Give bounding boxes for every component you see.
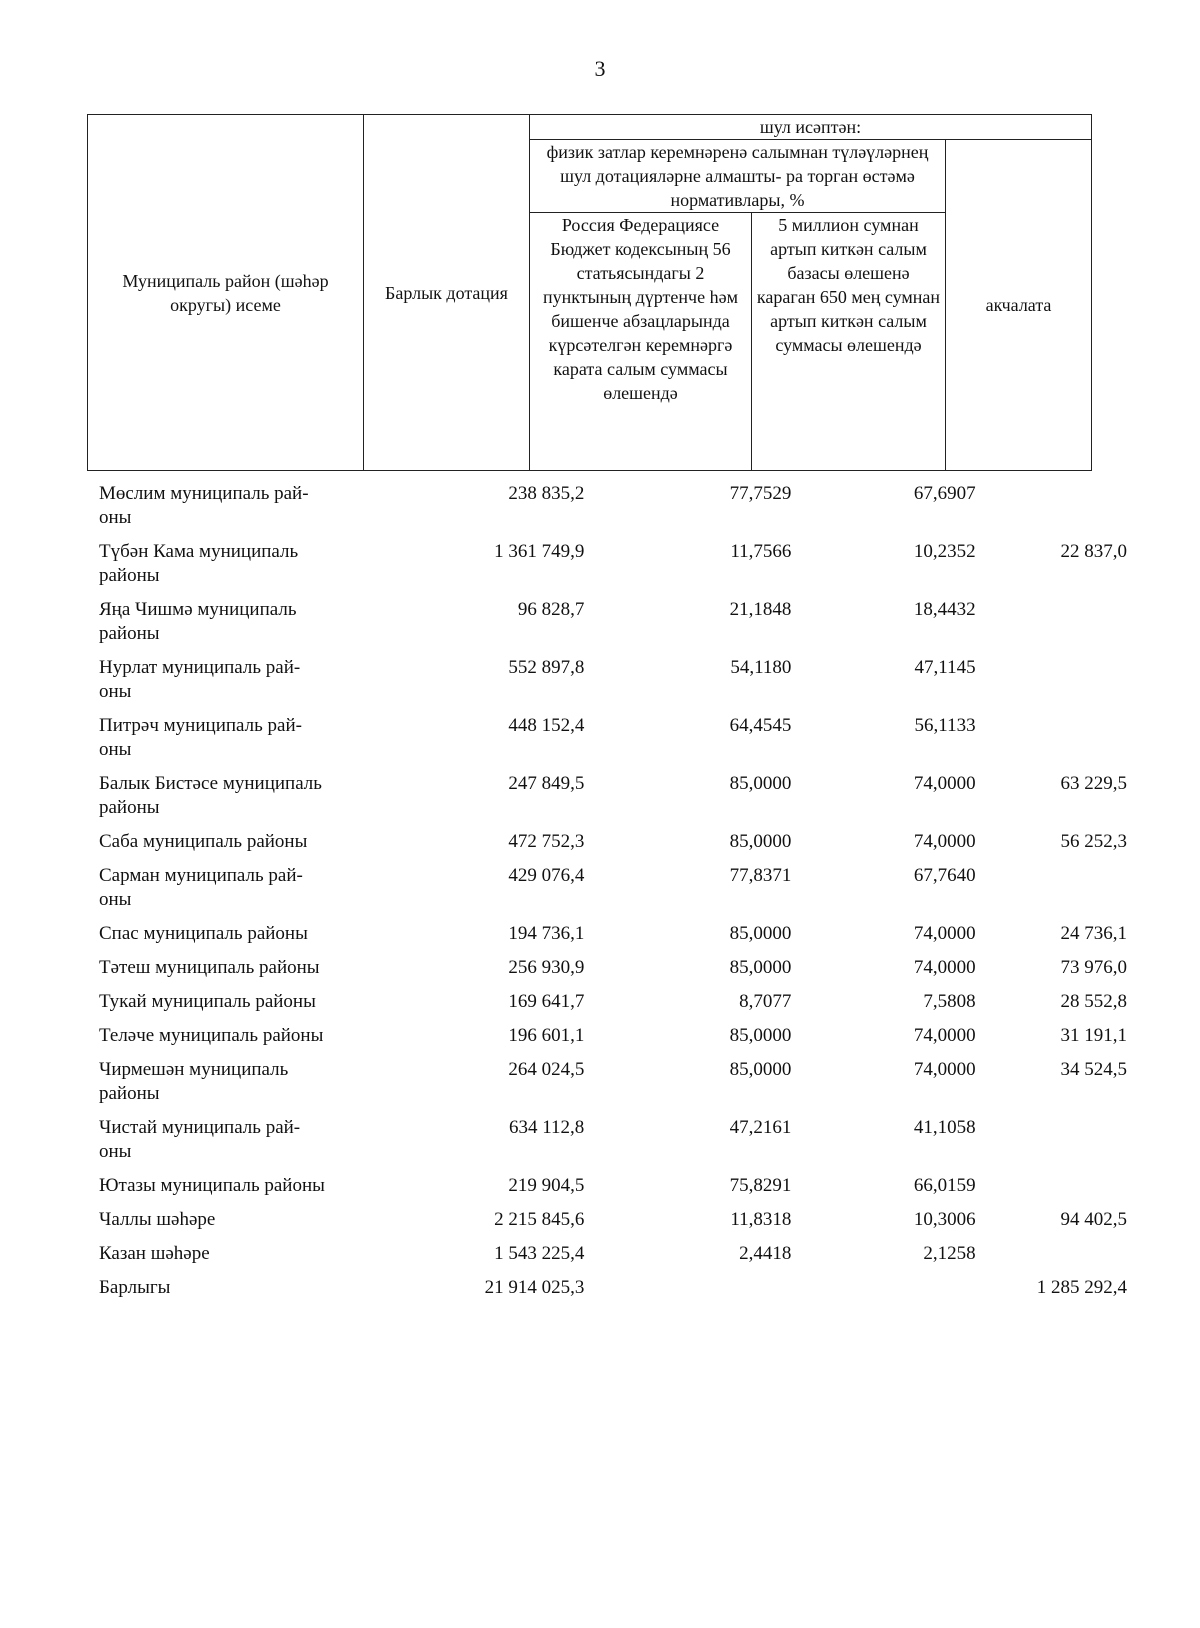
table-row (87, 1242, 1127, 1266)
table-row (87, 714, 1127, 762)
municipality-name-cell: Мөслим муниципаль рай- оны (99, 483, 309, 528)
municipality-name-cell: Теләче муниципаль районы (99, 1025, 324, 1046)
total-subsidy-cell: 2 215 845,6 (494, 1209, 585, 1230)
municipality-name-cell: Спас муниципаль районы (99, 923, 308, 944)
municipality-name-cell: Чистай муниципаль рай- оны (99, 1117, 301, 1162)
table-row (87, 830, 1127, 854)
norm-tax-base-cell (801, 1276, 985, 1300)
norm-tax-base-cell: 74,0000 (913, 957, 976, 978)
norm-tax-base-cell: 18,4432 (913, 599, 976, 620)
header-norm-tax-base: 5 миллион сумнан артып киткән салым базасы өлешенә караган 650 мең сумнан артып киткән салым суммасы өлешендә (752, 213, 946, 471)
norm-budget-code-cell: 85,0000 (729, 957, 792, 978)
table-body (87, 482, 1127, 1310)
cash-cell: 31 191,1 (1060, 1025, 1127, 1046)
norm-tax-base-cell: 66,0159 (913, 1175, 976, 1196)
norm-tax-base-cell: 74,0000 (913, 1059, 976, 1080)
norm-budget-code-cell: 47,2161 (729, 1117, 792, 1138)
municipality-name-cell: Чирмешән муниципаль районы (99, 1059, 289, 1104)
table-row (87, 482, 1127, 530)
norm-tax-base-cell: 67,7640 (913, 865, 976, 886)
table-row (87, 1208, 1127, 1232)
cash-cell: 24 736,1 (1060, 923, 1127, 944)
header-cash: акчалата (946, 140, 1092, 471)
municipality-name-cell: Сарман муниципаль рай- оны (99, 865, 303, 910)
table-row (87, 1024, 1127, 1048)
norm-budget-code-cell: 85,0000 (729, 831, 792, 852)
norm-tax-base-cell: 47,1145 (914, 657, 976, 678)
municipality-name-cell: Казан шәһәре (99, 1243, 210, 1264)
norm-tax-base-cell: 56,1133 (914, 715, 976, 736)
norm-tax-base-cell: 74,0000 (913, 1025, 976, 1046)
norm-budget-code-cell: 75,8291 (729, 1175, 792, 1196)
cash-cell: 73 976,0 (1060, 957, 1127, 978)
cash-cell (986, 482, 1127, 530)
norm-budget-code-cell: 85,0000 (729, 1059, 792, 1080)
norm-tax-base-cell: 2,1258 (923, 1243, 976, 1264)
total-subsidy-cell: 247 849,5 (508, 773, 585, 794)
total-subsidy-cell: 634 112,8 (509, 1117, 585, 1138)
table-row (87, 540, 1127, 588)
table-row (87, 990, 1127, 1014)
norm-tax-base-cell: 67,6907 (913, 483, 976, 504)
header-total-subsidy: Барлык дотация (364, 115, 530, 471)
total-subsidy-cell: 238 835,2 (508, 483, 585, 504)
cash-cell: 94 402,5 (1060, 1209, 1127, 1230)
table-row (87, 656, 1127, 704)
table-header (87, 114, 1092, 471)
cash-cell: 34 524,5 (1060, 1059, 1127, 1080)
municipality-name-cell: Яңа Чишмә муниципаль районы (99, 599, 297, 644)
norm-budget-code-cell: 77,7529 (729, 483, 792, 504)
norm-tax-base-cell: 74,0000 (913, 831, 976, 852)
cash-cell (986, 1116, 1127, 1164)
municipality-name-cell: Балык Бистәсе муниципаль районы (99, 773, 322, 818)
total-subsidy-cell: 429 076,4 (508, 865, 585, 886)
municipality-name-cell: Питрәч муниципаль рай- оны (99, 715, 302, 760)
municipality-name-cell: Барлыгы (99, 1277, 171, 1298)
municipality-name-cell: Ютазы муниципаль районы (99, 1175, 325, 1196)
norm-budget-code-cell: 77,8371 (729, 865, 792, 886)
total-subsidy-cell: 196 601,1 (508, 1025, 585, 1046)
header-additional-norms: физик затлар керемнәренә салымнан түләүләрнең шул дотацияләрне алмашты- ра торган өстәмә нормативлары, % (530, 140, 946, 213)
municipality-name-cell: Саба муниципаль районы (99, 831, 308, 852)
norm-budget-code-cell: 8,7077 (739, 991, 792, 1012)
norm-budget-code-cell: 85,0000 (729, 923, 792, 944)
municipality-name-cell: Нурлат муниципаль рай- оны (99, 657, 301, 702)
cash-cell (986, 598, 1127, 646)
table-row (87, 864, 1127, 912)
total-subsidy-cell: 21 914 025,3 (484, 1277, 585, 1298)
table-row (87, 1174, 1127, 1198)
total-subsidy-cell: 552 897,8 (508, 657, 585, 678)
total-subsidy-cell: 1 543 225,4 (494, 1243, 585, 1264)
norm-budget-code-cell: 54,1180 (730, 657, 792, 678)
table-row (87, 1058, 1127, 1106)
total-subsidy-cell: 1 361 749,9 (494, 541, 585, 562)
cash-cell (986, 864, 1127, 912)
header-norm-budget-code: Россия Федерациясе Бюджет кодексының 56 статьясындагы 2 пунктының дүртенче һәм бишенче абзацларында күрсәтелгән керемнәргә карата салым суммасы өлешендә (530, 213, 752, 471)
municipality-name-cell: Тәтеш муниципаль районы (99, 957, 320, 978)
cash-cell: 63 229,5 (1060, 773, 1127, 794)
norm-tax-base-cell: 74,0000 (913, 773, 976, 794)
norm-tax-base-cell: 41,1058 (913, 1117, 976, 1138)
cash-cell: 22 837,0 (1060, 541, 1127, 562)
municipality-name-cell: Тукай муниципаль районы (99, 991, 316, 1012)
total-subsidy-cell: 169 641,7 (508, 991, 585, 1012)
total-subsidy-cell: 264 024,5 (508, 1059, 585, 1080)
norm-budget-code-cell: 11,8318 (730, 1209, 792, 1230)
total-subsidy-cell: 194 736,1 (508, 923, 585, 944)
municipality-name-cell: Түбән Кама муниципаль районы (99, 541, 299, 586)
cash-cell: 56 252,3 (1060, 831, 1127, 852)
cash-cell: 28 552,8 (1060, 991, 1127, 1012)
norm-budget-code-cell: 64,4545 (729, 715, 792, 736)
norm-tax-base-cell: 10,3006 (913, 1209, 976, 1230)
header-including: шул исәптән: (530, 115, 1092, 140)
table-row (87, 922, 1127, 946)
norm-tax-base-cell: 7,5808 (923, 991, 976, 1012)
total-subsidy-cell: 96 828,7 (517, 599, 585, 620)
total-subsidy-cell: 472 752,3 (508, 831, 585, 852)
norm-budget-code-cell: 2,4418 (739, 1243, 792, 1264)
norm-budget-code-cell: 85,0000 (729, 1025, 792, 1046)
total-subsidy-cell: 256 930,9 (508, 957, 585, 978)
cash-cell (986, 1174, 1127, 1198)
total-subsidy-cell: 448 152,4 (508, 715, 585, 736)
cash-cell (986, 656, 1127, 704)
table-row (87, 1116, 1127, 1164)
norm-budget-code-cell: 11,7566 (730, 541, 792, 562)
norm-budget-code-cell: 21,1848 (729, 599, 792, 620)
total-subsidy-cell: 219 904,5 (508, 1175, 585, 1196)
table-row (87, 598, 1127, 646)
table-row (87, 1276, 1127, 1300)
header-municipality-name: Муниципаль район (шәһәр округы) исеме (88, 115, 364, 471)
cash-cell (986, 1242, 1127, 1266)
cash-cell (986, 714, 1127, 762)
norm-tax-base-cell: 10,2352 (913, 541, 976, 562)
page-number: 3 (594, 56, 606, 81)
norm-budget-code-cell: 85,0000 (729, 773, 792, 794)
municipality-name-cell: Чаллы шәһәре (99, 1209, 216, 1230)
norm-tax-base-cell: 74,0000 (913, 923, 976, 944)
norm-budget-code-cell (594, 1276, 801, 1300)
table-row (87, 956, 1127, 980)
cash-cell: 1 285 292,4 (1036, 1277, 1127, 1298)
table-row (87, 772, 1127, 820)
